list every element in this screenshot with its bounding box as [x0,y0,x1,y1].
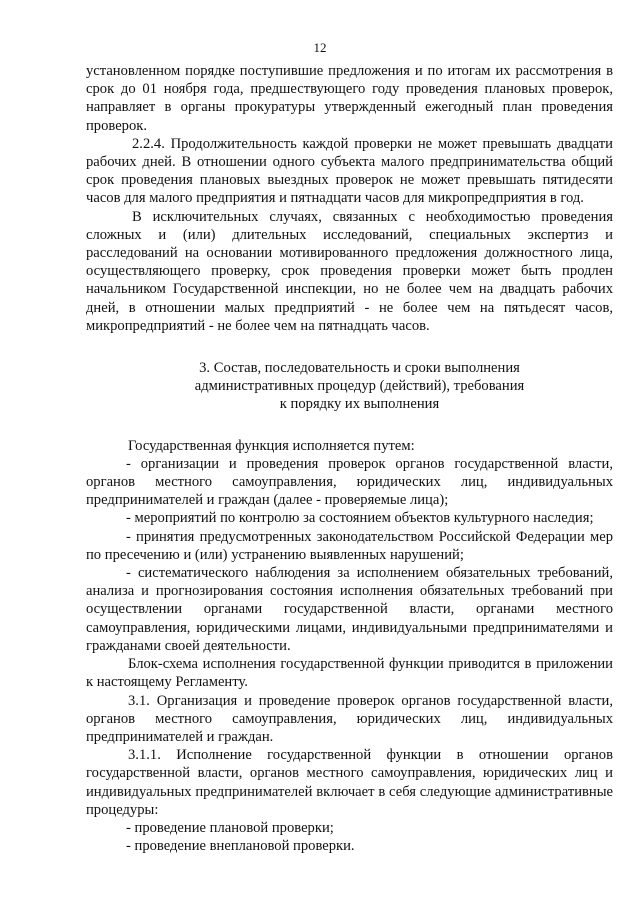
list-item: - проведение внеплановой проверки. [126,838,355,855]
paragraph-2-2-4: 2.2.4. Продолжительность каждой проверки не может превышать двадцати рабочих дней. В отношении одного субъекта малого предпринимательства общий срок проведения плановых выездных проверок не может превышать пятидесяти часов для малого предприятия и пятнадцати часов для микропредприятия в год. [86,135,613,207]
paragraph-exceptional-cases: В исключительных случаях, связанных с необходимостью проведения сложных и (или) длительных исследований, специальных экспертиз и расследований на основании мотивированного предложения должностного лица, осуществляющего проверку, срок проведения проверки может быть продлен начальником Государственной инспекции, но не более чем на двадцать рабочих дней, в отношении малых предприятий - не более чем на пятьдесят часов, микропредприятий - не более чем на пятнадцать часов. [86,208,613,334]
paragraph-3-1-1: 3.1.1. Исполнение государственной функции в отношении органов государственной власти, органов местного самоуправления, юридических лиц и индивидуальных предпринимателей включает в себя следующие административные процедуры: [86,747,613,818]
list-item: - организации и проведения проверок органов государственной власти, органов местного самоуправления, юридических лиц, индивидуальных предпринимателей и граждан (далее - проверяемые лица); [86,455,613,509]
list-item: - систематического наблюдения за исполнением обязательных требований, анализа и прогнозирования состояния исполнения обязательных требований при осуществлении органами государственной власти, органами местного самоуправления, юридическими лицами, индивидуальными предпринимателями и гражданами своей деятельности. [86,565,613,654]
paragraph-function-intro: Государственная функция исполняется путем: [128,437,415,454]
list-item: - принятия предусмотренных законодательством Российской Федерации мер по пресечению и (или) устранению выявленных нарушений; [86,528,613,563]
section-heading-line: 3. Состав, последовательность и сроки выполнения [199,360,520,377]
paragraph-block-diagram: Блок-схема исполнения государственной функции приводится в приложении к настоящему Регламенту. [86,656,613,691]
paragraph-3-1: 3.1. Организация и проведение проверок органов государственной власти, органов местного самоуправления, юридических лиц, индивидуальных предпринимателей и граждан. [86,692,613,745]
section-heading-line: административных процедур (действий), требования [194,378,525,395]
section-heading [86,359,613,414]
section-heading-line: к порядку их выполнения [279,396,440,413]
paragraph-plan-submission: установленном порядке поступившие предложения и по итогам их рассмотрения в срок до 01 ноября года, предшествующего году проведения плановых проверок, направляет в органы прокуратуры утвержденный ежегодный план проведения проверок. [86,63,613,134]
list-item: - проведение плановой проверки; [126,819,334,836]
list-item: - мероприятий по контролю за состоянием объектов культурного наследия; [126,510,594,527]
document-body [86,62,613,855]
page-number: 12 [313,40,327,55]
